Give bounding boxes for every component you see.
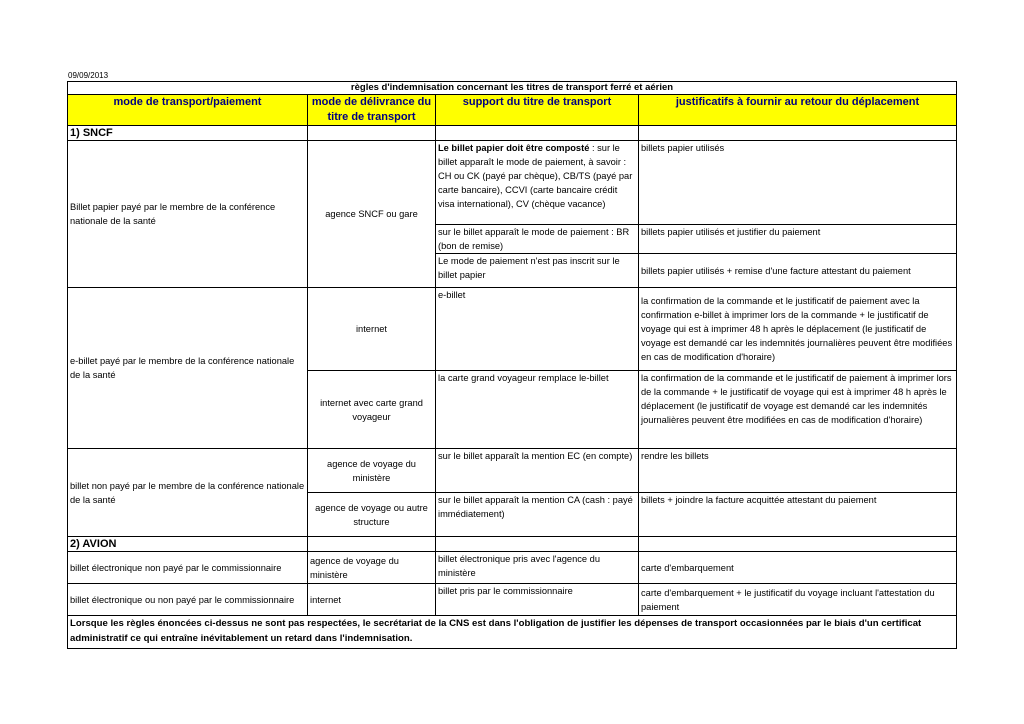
table-row [68,141,957,225]
section-row-sncf [68,126,957,141]
footer-note: Lorsque les règles énoncées ci-dessus ne sont pas respectées, le secrétariat de la CNS est dans l'obligation de justifier les dépenses de transport occasionnées par le biais d'un certificat administratif ce qui entraîne inévitablement un retard dans l'indemnisation. [68,616,957,649]
delivery-cell: internet avec carte grand voyageur [308,371,436,449]
support-cell: sur le billet apparaît la mention EC (en compte) [436,449,639,493]
mode-cell: billet électronique ou non payé par le commissionnaire [68,584,308,616]
header-support: support du titre de transport [436,95,639,126]
justification-cell: billets + joindre la facture acquittée attestant du paiement [639,493,957,537]
support-emphasis: Le billet papier doit être composté [438,143,590,153]
justification-cell: la confirmation de la commande et le justificatif de paiement avec la confirmation e-billet à imprimer lors de la commande + le justificatif de voyage qui est à imprimer 48 h après le déplacement (le justificatif de voyage est demandé car les indemnités journalières peuvent être modifiées en cas de modification d'horaire) [639,288,957,371]
section-row-avion [68,537,957,552]
table-row [68,288,957,371]
mode-cell: Billet papier payé par le membre de la conférence nationale de la santé [68,141,308,288]
table-row [68,449,957,493]
header-mode: mode de transport/paiement [68,95,308,126]
footer-row [68,616,957,649]
header-justification: justificatifs à fournir au retour du déplacement [639,95,957,126]
support-cell: sur le billet apparaît la mention CA (cash : payé immédiatement) [436,493,639,537]
mode-cell: billet électronique non payé par le commissionnaire [68,552,308,584]
delivery-cell: agence SNCF ou gare [308,141,436,288]
delivery-cell: agence de voyage du ministère [308,449,436,493]
support-cell: Le mode de paiement n'est pas inscrit sur le billet papier [436,254,639,288]
section-title-avion: 2) AVION [68,537,308,552]
section-title-sncf: 1) SNCF [68,126,308,141]
justification-cell: billets papier utilisés [639,141,957,225]
table-row [68,552,957,584]
delivery-cell: agence de voyage du ministère [308,552,436,584]
support-cell: e-billet [436,288,639,371]
support-cell: la carte grand voyageur remplace le-billet [436,371,639,449]
support-cell: sur le billet apparaît le mode de paiement : BR (bon de remise) [436,225,639,254]
delivery-cell: agence de voyage ou autre structure [308,493,436,537]
document-date: 09/09/2013 [68,71,109,80]
justification-cell: carte d'embarquement [639,552,957,584]
mode-cell: billet non payé par le membre de la conférence nationale de la santé [68,449,308,537]
justification-cell: billets papier utilisés + remise d'une facture attestant du paiement [639,254,957,288]
justification-cell: carte d'embarquement + le justificatif du voyage incluant l'attestation du paiement [639,584,957,616]
support-cell [436,141,639,225]
justification-cell: rendre les billets [639,449,957,493]
support-text: : sur le billet apparaît le mode de paiement, à savoir : CH ou CK (payé par chèque), CB/TS (payé par carte bancaire), CCVI (carte bancaire crédit visa international), CV (chèque vacance) [438,143,633,209]
mode-cell: e-billet payé par le membre de la conférence nationale de la santé [68,288,308,449]
header-delivery: mode de délivrance du titre de transport [308,95,436,126]
justification-cell: la confirmation de la commande et le justificatif de paiement à imprimer lors de la commande + le justificatif de voyage qui est à imprimer 48 h après le déplacement (le justificatif de voyage est demandé car les indemnités journalières peuvent être modifiées en cas de modification d'horaire) [639,371,957,449]
header-row [68,95,957,126]
delivery-cell: internet [308,288,436,371]
justification-cell: billets papier utilisés et justifier du paiement [639,225,957,254]
support-cell: billet électronique pris avec l'agence du ministère [436,552,639,584]
table-row [68,584,957,616]
support-cell: billet pris par le commissionnaire [436,584,639,616]
indemnification-rules-table [67,81,957,649]
delivery-cell: internet [308,584,436,616]
table-title: règles d'indemnisation concernant les titres de transport ferré et aérien [68,82,957,95]
table-title-row [68,82,957,95]
